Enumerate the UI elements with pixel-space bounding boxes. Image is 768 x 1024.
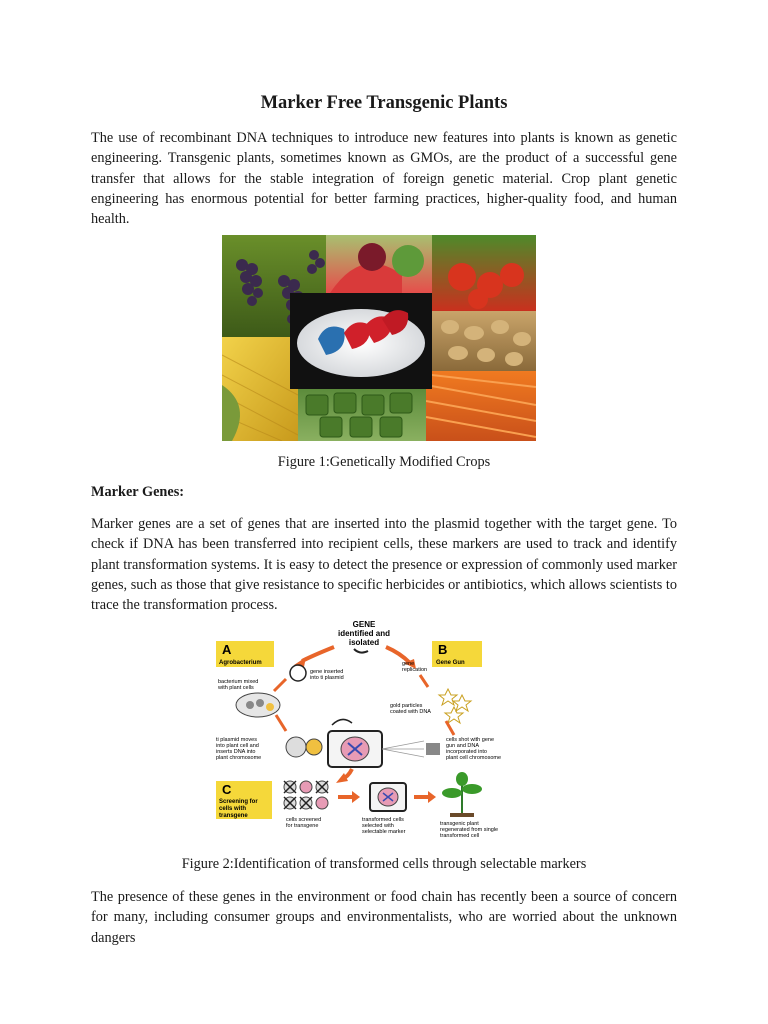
step-c-line1: Screening for bbox=[219, 799, 258, 805]
gene-replication-label-2: replication bbox=[402, 667, 428, 673]
diagram-gene-label-2: identified and bbox=[338, 629, 390, 638]
marker-genes-paragraph: Marker genes are a set of genes that are inserted into the plasmid together with the target gene. To check if DNA has been transferred into recipient cells, these markers are used to track and identify plant transformation systems. It is easy to detect the presence or expression of commonly used marker genes, such as those that give resistance to specific herbicides or antibiotics, which allows scientists to trace the transformation process. bbox=[91, 516, 677, 614]
step-c-line3: transgene bbox=[219, 813, 248, 819]
plant-cell-a-icon bbox=[286, 737, 306, 757]
gene-inserted-label: gene inserted bbox=[310, 669, 344, 675]
cells-shot-label-3: incorporated into bbox=[446, 749, 487, 755]
cells-shot-label-2: gun and DNA bbox=[446, 743, 480, 749]
arrow-to-a-icon bbox=[302, 647, 334, 661]
ti-plasmid-moves-label-4: plant chromosome bbox=[216, 755, 262, 761]
screened-cells-icon bbox=[284, 781, 328, 809]
bacterium-mixed-label-2: with plant cells bbox=[218, 685, 254, 691]
diagram-gene-label: GENE bbox=[352, 620, 376, 629]
transgenic-plant-label-3: transformed cell bbox=[440, 833, 480, 839]
page-title: Marker Free Transgenic Plants bbox=[260, 93, 508, 113]
figure2-caption: Figure 2:Identification of transformed cells through selectable markers bbox=[181, 856, 587, 872]
ti-plasmid-moves-label-3: inserts DNA into bbox=[216, 749, 256, 755]
diagram-gene-label-3: isolated bbox=[348, 638, 380, 647]
ti-plasmid-moves-label-2: into plant cell and bbox=[216, 743, 259, 749]
gold-particles-label: gold particles bbox=[390, 703, 423, 709]
transgenic-plant-icon bbox=[442, 772, 482, 817]
bacterium-mixed-label: bacterium mixed bbox=[218, 679, 259, 685]
transformation-diagram bbox=[214, 617, 524, 845]
transformed-cells-label-2: selected with bbox=[362, 823, 394, 829]
cells-shot-label-4: plant cell chromosome bbox=[446, 755, 502, 761]
closing-paragraph: The presence of these genes in the environment or food chain has recently been a source of concern for many, including consumer groups and environmentalists, who are worried about the unknown dangers bbox=[91, 889, 677, 946]
step-a-letter: A bbox=[222, 642, 232, 657]
cells-shot-label: cells shot with gene bbox=[446, 737, 494, 743]
step-a-name: Agrobacterium bbox=[219, 660, 262, 666]
gene-fragment-icon bbox=[354, 649, 368, 653]
gold-particles-label-2: coated with DNA bbox=[390, 709, 431, 715]
transformed-cells-label-3: selectable marker bbox=[362, 829, 406, 835]
ti-plasmid-moves-label: ti plasmid moves bbox=[216, 737, 257, 743]
ti-plasmid-icon bbox=[290, 665, 306, 681]
transgenic-plant-label-2: regenerated from single bbox=[440, 827, 499, 833]
transgenic-plant-label: transgenic plant bbox=[440, 821, 479, 827]
figure1-caption: Figure 1:Genetically Modified Crops bbox=[277, 454, 491, 470]
gene-inserted-label-2: into ti plasmid bbox=[310, 675, 344, 681]
section-heading: Marker Genes: bbox=[91, 484, 185, 500]
transformed-cells-label: transformed cells bbox=[362, 817, 404, 823]
step-c-line2: cells with bbox=[219, 806, 247, 812]
intro-paragraph: The use of recombinant DNA techniques to introduce new features into plants is known as genetic engineering. Transgenic plants, sometimes known as GMOs, are the product of a successful gene transfer that allows for the stable integration of foreign genetic material. Crop plant genetic engineering has enormous potential for better farming practices, higher-quality food, and human health. bbox=[91, 130, 677, 228]
cells-screened-label-2: for transgene bbox=[286, 823, 319, 829]
gm-crops-collage-image bbox=[222, 235, 536, 441]
cells-screened-label: cells screened bbox=[286, 817, 322, 823]
gene-gun-icon bbox=[426, 743, 440, 755]
gene-replication-label: gene bbox=[402, 661, 415, 667]
gold-particles-icon bbox=[439, 689, 471, 723]
step-c-letter: C bbox=[222, 782, 232, 797]
step-b-name: Gene Gun bbox=[436, 660, 465, 666]
step-b-letter: B bbox=[438, 642, 448, 657]
